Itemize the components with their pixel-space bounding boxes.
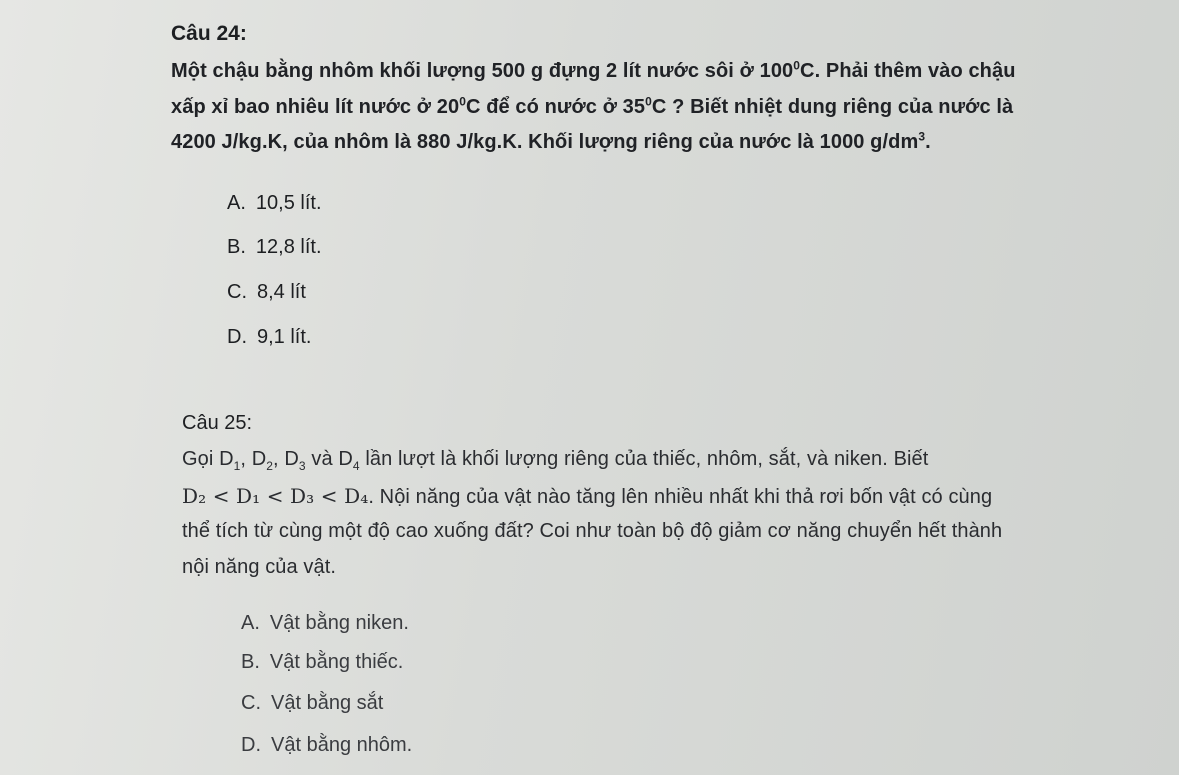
q25-option-d[interactable] (241, 734, 412, 757)
question-25-line-3: thể tích từ cùng một độ cao xuống đất? Coi như toàn bộ độ giảm cơ năng chuyển hết thành (182, 520, 1003, 542)
question-24-line-3 (171, 131, 931, 154)
q25-line1-text-c: , D (273, 448, 299, 470)
option-text: 12,8 lít. (255, 236, 322, 258)
q24-line2-text-c: C ? Biết nhiệt dung riêng của nước là (651, 96, 1014, 118)
option-letter: C. (227, 281, 247, 303)
option-letter: B. (227, 236, 246, 258)
q25-option-a[interactable] (241, 612, 409, 635)
q25-line1-text-b: , D (240, 448, 267, 470)
q25-line1-sub-1: 1 (233, 459, 241, 473)
option-letter: B. (241, 651, 260, 673)
question-25-line-1 (182, 448, 928, 471)
q24-option-d[interactable] (227, 326, 311, 349)
option-letter: A. (241, 612, 260, 634)
q25-line1-text-a: Gọi D (182, 448, 234, 470)
q24-line1-text-a: Một chậu bằng nhôm khối lượng 500 g đựng 2 lít nước sôi ở 100 (171, 60, 794, 82)
option-text: 10,5 lít. (255, 192, 322, 214)
option-text: Vật bằng niken. (269, 612, 409, 634)
q25-line1-text-d: và D (305, 448, 353, 470)
q24-line1-text-b: C. Phải thêm vào chậu (800, 60, 1016, 82)
q25-line1-text-e: lần lượt là khối lượng riêng của thiếc, nhôm, sắt, và niken. Biết (359, 448, 929, 470)
option-letter: C. (241, 692, 261, 714)
q24-line2-degree-2: 0 (645, 94, 652, 109)
option-letter: D. (227, 326, 247, 348)
question-24-line-2 (171, 96, 1013, 119)
option-text: 8,4 lít (257, 281, 306, 303)
question-25-line-2 (182, 484, 992, 509)
q25-line1-sub-2: 2 (266, 459, 274, 473)
option-text: Vật bằng nhôm. (271, 734, 413, 756)
q25-line1-sub-3: 3 (298, 459, 306, 473)
q24-line2-text-a: xấp xỉ bao nhiêu lít nước ở 20 (171, 96, 460, 118)
q25-line2-text-b: . Nội năng của vật nào tăng lên nhiều nhất khi thả rơi bốn vật có cùng (368, 486, 993, 508)
q24-option-a[interactable] (227, 192, 322, 215)
question-25-title: Câu 25: (182, 412, 253, 434)
option-text: Vật bằng thiếc. (269, 651, 404, 673)
q25-option-c[interactable] (241, 692, 383, 715)
q24-option-b[interactable] (227, 236, 322, 259)
q24-line3-text-a: 4200 J/kg.K, của nhôm là 880 J/kg.K. Khối lượng riêng của nước là 1000 g/dm (171, 131, 919, 153)
question-24-title: Câu 24: (171, 22, 247, 45)
q24-line3-text-b: . (925, 131, 931, 153)
q24-line2-degree-1: 0 (459, 94, 466, 109)
option-letter: A. (227, 192, 246, 214)
question-25-line-4: nội năng của vật. (182, 556, 337, 578)
option-text: 9,1 lít. (257, 326, 312, 348)
q25-line1-sub-4: 4 (352, 459, 360, 473)
q25-option-b[interactable] (241, 651, 403, 674)
q24-line1-degree: 0 (793, 58, 801, 73)
q24-line3-cube: 3 (918, 129, 926, 144)
q25-density-inequality: D₂ < D₁ < D₃ < D₄ (182, 484, 369, 508)
question-24-line-1 (171, 60, 1016, 83)
option-text: Vật bằng sắt (271, 692, 384, 714)
q24-line2-text-b: C để có nước ở 35 (466, 96, 646, 118)
option-letter: D. (241, 734, 261, 756)
q24-option-c[interactable] (227, 281, 306, 304)
